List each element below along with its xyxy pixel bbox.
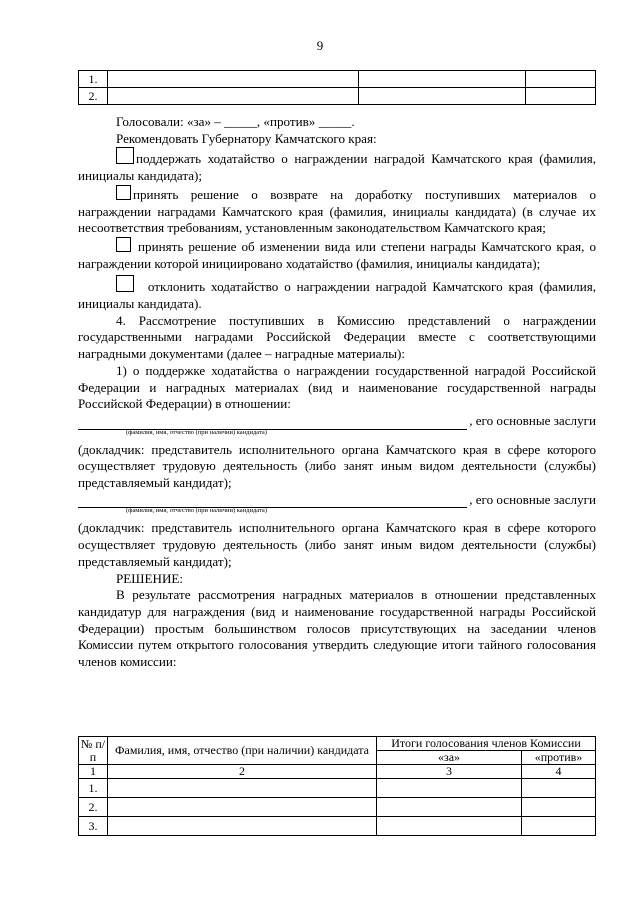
row-number: 3. xyxy=(79,817,108,836)
table-row xyxy=(79,71,596,88)
option-support: поддержать ходатайство о награждении наградой Камчатского края (фамилия, инициалы кандидата); xyxy=(78,147,596,184)
header-name: Фамилия, имя, отчество (при наличии) кандидата xyxy=(108,737,377,765)
checkbox-icon[interactable] xyxy=(116,185,131,200)
voting-results-table xyxy=(78,736,596,836)
header-for: «за» xyxy=(377,751,522,765)
item-4: 4. Рассмотрение поступивших в Комиссию представлений о награждении государственными наградами Российской Федерации вместе с соответствующими наградными документами (далее – наградные материалы): xyxy=(78,312,596,362)
table-cell xyxy=(108,779,377,798)
table-cell xyxy=(108,71,359,88)
table-cell xyxy=(377,817,522,836)
document-body xyxy=(78,114,596,671)
column-index: 2 xyxy=(108,765,377,779)
checkbox-icon[interactable] xyxy=(116,147,134,164)
header-results: Итоги голосования членов Комиссии xyxy=(377,737,596,751)
speaker-note: (докладчик: представитель исполнительного органа Камчатского края в сфере которого осуществляет трудовую деятельность (либо занят иным видом деятельности (службы) представляемый кандидат); xyxy=(78,520,596,569)
option-return: принять решение о возврате на доработку поступивших материалов о награждении наградами Камчатского края (фамилия, инициалы кандидата) (в случае их несоответствия требованиям, установленным законодательством Камчатского края; xyxy=(78,186,596,236)
table-cell xyxy=(108,817,377,836)
page-number: 9 xyxy=(316,38,324,53)
decision-heading: РЕШЕНИЕ: xyxy=(116,570,184,586)
row-number: 2. xyxy=(79,798,108,817)
header-against: «против» xyxy=(522,751,596,765)
row-number: 2. xyxy=(79,88,108,105)
table-cell xyxy=(526,71,596,88)
column-index: 4 xyxy=(522,765,596,779)
table-row xyxy=(79,817,596,836)
merits-label: , его основные заслуги xyxy=(469,491,596,507)
field-caption: (фамилия, имя, отчество (при наличии) кандидата) xyxy=(126,507,267,515)
field-caption: (фамилия, имя, отчество (при наличии) кандидата) xyxy=(126,428,267,436)
column-index: 1 xyxy=(79,765,108,779)
table-cell xyxy=(526,88,596,105)
recommendation-heading: Рекомендовать Губернатору Камчатского края: xyxy=(116,130,377,146)
checkbox-icon[interactable] xyxy=(116,275,134,292)
table-cell xyxy=(359,88,526,105)
row-number: 1. xyxy=(79,779,108,798)
merits-label: , его основные заслуги xyxy=(469,412,596,428)
decision-text: В результате рассмотрения наградных материалов в отношении представленных кандидатур для награждения (вид и наименование государственной награды Российской Федерации) простым большинством голосов присутствующих на заседании членов Комиссии путем открытого голосования утвердить следующие итоги тайного голосования членов комиссии: xyxy=(78,587,596,670)
table-cell xyxy=(377,798,522,817)
blank-line[interactable] xyxy=(78,417,467,430)
table-cell xyxy=(359,71,526,88)
table-cell xyxy=(522,798,596,817)
option-change: принять решение об изменении вида или степени награды Камчатского края, о награждении которой инициировано ходатайство (фамилия, инициалы кандидата); xyxy=(78,238,596,271)
checkbox-icon[interactable] xyxy=(116,237,131,252)
table-row xyxy=(79,779,596,798)
table-row xyxy=(79,88,596,105)
speaker-note: (докладчик: представитель исполнительного органа Камчатского края в сфере которого осуществляет трудовую деятельность (либо занят иным видом деятельности (службы) представляемый кандидат); xyxy=(78,441,596,491)
table-row xyxy=(79,798,596,817)
voting-line: Голосовали: «за» – _____, «против» _____. xyxy=(116,114,355,129)
nominees-table-continuation xyxy=(78,70,596,105)
table-cell xyxy=(522,779,596,798)
candidate-name-line xyxy=(78,492,596,509)
row-number: 1. xyxy=(79,71,108,88)
table-cell xyxy=(377,779,522,798)
subitem-1: 1) о поддержке ходатайства о награждении государственной наградой Российской Федерации и наградных материалах (вид и наименование государственной награды Российской Федерации) в отношении: xyxy=(78,362,596,412)
header-number: № п/п xyxy=(79,737,108,765)
option-reject: отклонить ходатайство о награждении наградой Камчатского края (фамилия, инициалы кандидата). xyxy=(78,275,596,312)
table-cell xyxy=(108,798,377,817)
table-cell xyxy=(108,88,359,105)
table-cell xyxy=(522,817,596,836)
candidate-name-line xyxy=(78,413,596,430)
column-index: 3 xyxy=(377,765,522,779)
